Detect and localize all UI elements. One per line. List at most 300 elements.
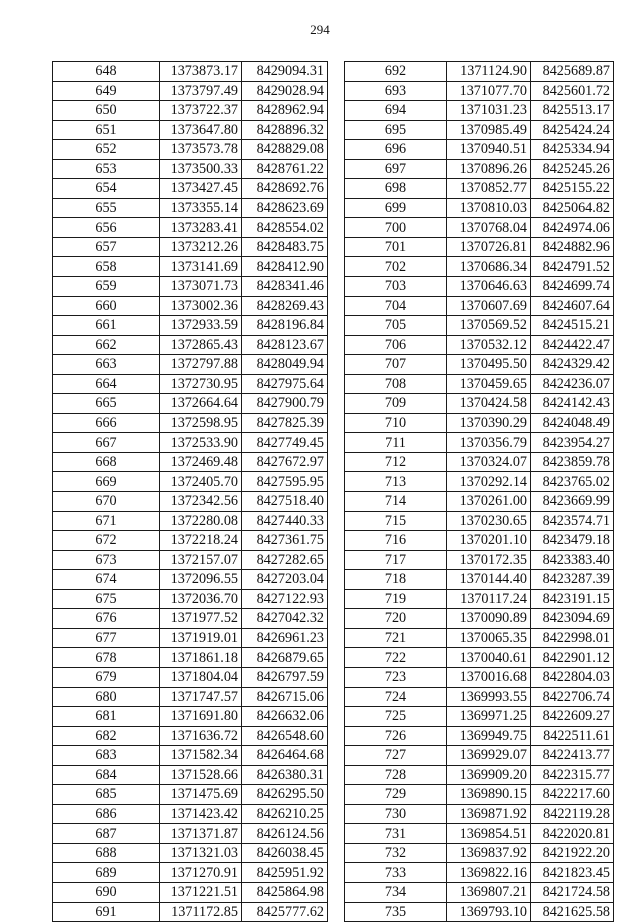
table-row bbox=[345, 589, 614, 609]
y-coordinate-cell: 8427518.40 bbox=[242, 492, 328, 512]
y-coordinate-cell: 8427975.64 bbox=[242, 374, 328, 394]
x-coordinate-cell: 1370768.04 bbox=[447, 218, 531, 238]
y-coordinate-cell: 8421724.58 bbox=[531, 882, 614, 902]
point-number-cell: 666 bbox=[53, 413, 160, 433]
x-coordinate-cell: 1370852.77 bbox=[447, 179, 531, 199]
x-coordinate-cell: 1371270.91 bbox=[160, 863, 242, 883]
point-number-cell: 701 bbox=[345, 237, 447, 257]
point-number-cell: 686 bbox=[53, 804, 160, 824]
table-row bbox=[53, 413, 328, 433]
y-coordinate-cell: 8422706.74 bbox=[531, 687, 614, 707]
x-coordinate-cell: 1369854.51 bbox=[447, 824, 531, 844]
x-coordinate-cell: 1370324.07 bbox=[447, 452, 531, 472]
y-coordinate-cell: 8428483.75 bbox=[242, 237, 328, 257]
point-number-cell: 709 bbox=[345, 394, 447, 414]
table-row bbox=[53, 237, 328, 257]
y-coordinate-cell: 8425245.26 bbox=[531, 159, 614, 179]
coordinate-table-left bbox=[52, 61, 328, 922]
x-coordinate-cell: 1369993.55 bbox=[447, 687, 531, 707]
x-coordinate-cell: 1371804.04 bbox=[160, 667, 242, 687]
point-number-cell: 656 bbox=[53, 218, 160, 238]
x-coordinate-cell: 1370172.35 bbox=[447, 550, 531, 570]
table-row bbox=[53, 335, 328, 355]
y-coordinate-cell: 8424607.64 bbox=[531, 296, 614, 316]
table-row bbox=[53, 316, 328, 336]
table-row bbox=[53, 785, 328, 805]
y-coordinate-cell: 8421922.20 bbox=[531, 843, 614, 863]
table-row bbox=[53, 277, 328, 297]
x-coordinate-cell: 1372280.08 bbox=[160, 511, 242, 531]
x-coordinate-cell: 1372865.43 bbox=[160, 335, 242, 355]
x-coordinate-cell: 1370607.69 bbox=[447, 296, 531, 316]
point-number-cell: 682 bbox=[53, 726, 160, 746]
table-row bbox=[345, 355, 614, 375]
table-row bbox=[53, 120, 328, 140]
point-number-cell: 725 bbox=[345, 707, 447, 727]
x-coordinate-cell: 1372598.95 bbox=[160, 413, 242, 433]
x-coordinate-cell: 1372664.64 bbox=[160, 394, 242, 414]
x-coordinate-cell: 1373141.69 bbox=[160, 257, 242, 277]
x-coordinate-cell: 1370495.50 bbox=[447, 355, 531, 375]
y-coordinate-cell: 8424974.06 bbox=[531, 218, 614, 238]
y-coordinate-cell: 8426124.56 bbox=[242, 824, 328, 844]
table-row bbox=[53, 746, 328, 766]
x-coordinate-cell: 1369949.75 bbox=[447, 726, 531, 746]
x-coordinate-cell: 1373797.49 bbox=[160, 81, 242, 101]
x-coordinate-cell: 1370686.34 bbox=[447, 257, 531, 277]
y-coordinate-cell: 8423574.71 bbox=[531, 511, 614, 531]
x-coordinate-cell: 1369971.25 bbox=[447, 707, 531, 727]
y-coordinate-cell: 8425951.92 bbox=[242, 863, 328, 883]
point-number-cell: 718 bbox=[345, 570, 447, 590]
table-row bbox=[345, 687, 614, 707]
y-coordinate-cell: 8426715.06 bbox=[242, 687, 328, 707]
y-coordinate-cell: 8423287.39 bbox=[531, 570, 614, 590]
table-row bbox=[345, 511, 614, 531]
x-coordinate-cell: 1369793.10 bbox=[447, 902, 531, 922]
point-number-cell: 734 bbox=[345, 882, 447, 902]
x-coordinate-cell: 1370810.03 bbox=[447, 198, 531, 218]
point-number-cell: 689 bbox=[53, 863, 160, 883]
x-coordinate-cell: 1370726.81 bbox=[447, 237, 531, 257]
y-coordinate-cell: 8422511.61 bbox=[531, 726, 614, 746]
y-coordinate-cell: 8426380.31 bbox=[242, 765, 328, 785]
y-coordinate-cell: 8421823.45 bbox=[531, 863, 614, 883]
y-coordinate-cell: 8428623.69 bbox=[242, 198, 328, 218]
x-coordinate-cell: 1370646.63 bbox=[447, 277, 531, 297]
table-row bbox=[53, 179, 328, 199]
y-coordinate-cell: 8426961.23 bbox=[242, 628, 328, 648]
y-coordinate-cell: 8424791.52 bbox=[531, 257, 614, 277]
point-number-cell: 715 bbox=[345, 511, 447, 531]
point-number-cell: 733 bbox=[345, 863, 447, 883]
x-coordinate-cell: 1372797.88 bbox=[160, 355, 242, 375]
table-row bbox=[53, 628, 328, 648]
y-coordinate-cell: 8428896.32 bbox=[242, 120, 328, 140]
table-row bbox=[53, 218, 328, 238]
page-number: 294 bbox=[310, 22, 330, 37]
point-number-cell: 658 bbox=[53, 257, 160, 277]
y-coordinate-cell: 8426464.68 bbox=[242, 746, 328, 766]
y-coordinate-cell: 8428829.08 bbox=[242, 140, 328, 160]
y-coordinate-cell: 8423859.78 bbox=[531, 452, 614, 472]
point-number-cell: 672 bbox=[53, 531, 160, 551]
y-coordinate-cell: 8424048.49 bbox=[531, 413, 614, 433]
x-coordinate-cell: 1371636.72 bbox=[160, 726, 242, 746]
point-number-cell: 654 bbox=[53, 179, 160, 199]
y-coordinate-cell: 8423191.15 bbox=[531, 589, 614, 609]
y-coordinate-cell: 8427440.33 bbox=[242, 511, 328, 531]
point-number-cell: 664 bbox=[53, 374, 160, 394]
point-number-cell: 705 bbox=[345, 316, 447, 336]
x-coordinate-cell: 1370292.14 bbox=[447, 472, 531, 492]
table-row bbox=[345, 648, 614, 668]
table-row bbox=[53, 198, 328, 218]
x-coordinate-cell: 1369929.07 bbox=[447, 746, 531, 766]
point-number-cell: 726 bbox=[345, 726, 447, 746]
y-coordinate-cell: 8425424.24 bbox=[531, 120, 614, 140]
x-coordinate-cell: 1373573.78 bbox=[160, 140, 242, 160]
point-number-cell: 731 bbox=[345, 824, 447, 844]
point-number-cell: 685 bbox=[53, 785, 160, 805]
x-coordinate-cell: 1370117.24 bbox=[447, 589, 531, 609]
table-row bbox=[345, 394, 614, 414]
table-row bbox=[53, 550, 328, 570]
x-coordinate-cell: 1371031.23 bbox=[447, 101, 531, 121]
point-number-cell: 693 bbox=[345, 81, 447, 101]
table-row bbox=[345, 316, 614, 336]
point-number-cell: 690 bbox=[53, 882, 160, 902]
y-coordinate-cell: 8428123.67 bbox=[242, 335, 328, 355]
y-coordinate-cell: 8424329.42 bbox=[531, 355, 614, 375]
x-coordinate-cell: 1371172.85 bbox=[160, 902, 242, 922]
point-number-cell: 699 bbox=[345, 198, 447, 218]
table-row bbox=[345, 472, 614, 492]
x-coordinate-cell: 1372342.56 bbox=[160, 492, 242, 512]
table-row bbox=[345, 257, 614, 277]
x-coordinate-cell: 1372157.07 bbox=[160, 550, 242, 570]
table-row bbox=[53, 159, 328, 179]
point-number-cell: 688 bbox=[53, 843, 160, 863]
y-coordinate-cell: 8428269.43 bbox=[242, 296, 328, 316]
point-number-cell: 712 bbox=[345, 452, 447, 472]
table-row bbox=[345, 492, 614, 512]
x-coordinate-cell: 1369871.92 bbox=[447, 804, 531, 824]
point-number-cell: 707 bbox=[345, 355, 447, 375]
x-coordinate-cell: 1369807.21 bbox=[447, 882, 531, 902]
point-number-cell: 661 bbox=[53, 316, 160, 336]
y-coordinate-cell: 8425513.17 bbox=[531, 101, 614, 121]
x-coordinate-cell: 1370065.35 bbox=[447, 628, 531, 648]
x-coordinate-cell: 1371919.01 bbox=[160, 628, 242, 648]
x-coordinate-cell: 1373427.45 bbox=[160, 179, 242, 199]
table-row bbox=[53, 492, 328, 512]
table-row bbox=[53, 589, 328, 609]
y-coordinate-cell: 8428962.94 bbox=[242, 101, 328, 121]
table-row bbox=[53, 374, 328, 394]
y-coordinate-cell: 8424515.21 bbox=[531, 316, 614, 336]
point-number-cell: 662 bbox=[53, 335, 160, 355]
point-number-cell: 706 bbox=[345, 335, 447, 355]
point-number-cell: 655 bbox=[53, 198, 160, 218]
x-coordinate-cell: 1370940.51 bbox=[447, 140, 531, 160]
table-row bbox=[53, 609, 328, 629]
y-coordinate-cell: 8427749.45 bbox=[242, 433, 328, 453]
y-coordinate-cell: 8428341.46 bbox=[242, 277, 328, 297]
point-number-cell: 648 bbox=[53, 62, 160, 82]
point-number-cell: 713 bbox=[345, 472, 447, 492]
y-coordinate-cell: 8423383.40 bbox=[531, 550, 614, 570]
point-number-cell: 678 bbox=[53, 648, 160, 668]
point-number-cell: 696 bbox=[345, 140, 447, 160]
point-number-cell: 721 bbox=[345, 628, 447, 648]
y-coordinate-cell: 8422998.01 bbox=[531, 628, 614, 648]
y-coordinate-cell: 8425601.72 bbox=[531, 81, 614, 101]
x-coordinate-cell: 1373500.33 bbox=[160, 159, 242, 179]
y-coordinate-cell: 8428692.76 bbox=[242, 179, 328, 199]
table-row bbox=[53, 531, 328, 551]
y-coordinate-cell: 8427203.04 bbox=[242, 570, 328, 590]
table-row bbox=[53, 140, 328, 160]
point-number-cell: 665 bbox=[53, 394, 160, 414]
table-row bbox=[345, 746, 614, 766]
table-row bbox=[345, 374, 614, 394]
x-coordinate-cell: 1372730.95 bbox=[160, 374, 242, 394]
point-number-cell: 735 bbox=[345, 902, 447, 922]
y-coordinate-cell: 8422217.60 bbox=[531, 785, 614, 805]
x-coordinate-cell: 1373722.37 bbox=[160, 101, 242, 121]
point-number-cell: 671 bbox=[53, 511, 160, 531]
point-number-cell: 694 bbox=[345, 101, 447, 121]
point-number-cell: 702 bbox=[345, 257, 447, 277]
table-row bbox=[345, 707, 614, 727]
x-coordinate-cell: 1370090.89 bbox=[447, 609, 531, 629]
point-number-cell: 697 bbox=[345, 159, 447, 179]
x-coordinate-cell: 1371861.18 bbox=[160, 648, 242, 668]
point-number-cell: 660 bbox=[53, 296, 160, 316]
point-number-cell: 724 bbox=[345, 687, 447, 707]
table-row bbox=[53, 101, 328, 121]
y-coordinate-cell: 8424236.07 bbox=[531, 374, 614, 394]
point-number-cell: 692 bbox=[345, 62, 447, 82]
point-number-cell: 680 bbox=[53, 687, 160, 707]
x-coordinate-cell: 1373212.26 bbox=[160, 237, 242, 257]
y-coordinate-cell: 8423479.18 bbox=[531, 531, 614, 551]
table-row bbox=[345, 804, 614, 824]
x-coordinate-cell: 1371221.51 bbox=[160, 882, 242, 902]
point-number-cell: 708 bbox=[345, 374, 447, 394]
table-row bbox=[53, 804, 328, 824]
y-coordinate-cell: 8427282.65 bbox=[242, 550, 328, 570]
point-number-cell: 711 bbox=[345, 433, 447, 453]
point-number-cell: 703 bbox=[345, 277, 447, 297]
x-coordinate-cell: 1372469.48 bbox=[160, 452, 242, 472]
y-coordinate-cell: 8422315.77 bbox=[531, 765, 614, 785]
point-number-cell: 720 bbox=[345, 609, 447, 629]
y-coordinate-cell: 8428049.94 bbox=[242, 355, 328, 375]
point-number-cell: 727 bbox=[345, 746, 447, 766]
x-coordinate-cell: 1371124.90 bbox=[447, 62, 531, 82]
x-coordinate-cell: 1370459.65 bbox=[447, 374, 531, 394]
x-coordinate-cell: 1373002.36 bbox=[160, 296, 242, 316]
x-coordinate-cell: 1370356.79 bbox=[447, 433, 531, 453]
y-coordinate-cell: 8429028.94 bbox=[242, 81, 328, 101]
y-coordinate-cell: 8422413.77 bbox=[531, 746, 614, 766]
x-coordinate-cell: 1370016.68 bbox=[447, 667, 531, 687]
y-coordinate-cell: 8425064.82 bbox=[531, 198, 614, 218]
table-row bbox=[345, 218, 614, 238]
point-number-cell: 684 bbox=[53, 765, 160, 785]
table-row bbox=[345, 433, 614, 453]
point-number-cell: 687 bbox=[53, 824, 160, 844]
point-number-cell: 673 bbox=[53, 550, 160, 570]
table-row bbox=[345, 667, 614, 687]
y-coordinate-cell: 8423669.99 bbox=[531, 492, 614, 512]
table-row bbox=[53, 667, 328, 687]
table-row bbox=[345, 882, 614, 902]
point-number-cell: 691 bbox=[53, 902, 160, 922]
x-coordinate-cell: 1370230.65 bbox=[447, 511, 531, 531]
table-row bbox=[53, 433, 328, 453]
x-coordinate-cell: 1371321.03 bbox=[160, 843, 242, 863]
point-number-cell: 729 bbox=[345, 785, 447, 805]
table-row bbox=[345, 140, 614, 160]
point-number-cell: 717 bbox=[345, 550, 447, 570]
table-row bbox=[345, 843, 614, 863]
y-coordinate-cell: 8427900.79 bbox=[242, 394, 328, 414]
point-number-cell: 652 bbox=[53, 140, 160, 160]
y-coordinate-cell: 8424699.74 bbox=[531, 277, 614, 297]
x-coordinate-cell: 1370201.10 bbox=[447, 531, 531, 551]
table-row bbox=[345, 726, 614, 746]
y-coordinate-cell: 8425689.87 bbox=[531, 62, 614, 82]
table-row bbox=[345, 550, 614, 570]
point-number-cell: 649 bbox=[53, 81, 160, 101]
table-row bbox=[53, 687, 328, 707]
table-row bbox=[345, 902, 614, 922]
x-coordinate-cell: 1373071.73 bbox=[160, 277, 242, 297]
point-number-cell: 716 bbox=[345, 531, 447, 551]
point-number-cell: 663 bbox=[53, 355, 160, 375]
y-coordinate-cell: 8422804.03 bbox=[531, 667, 614, 687]
table-row bbox=[53, 62, 328, 82]
point-number-cell: 728 bbox=[345, 765, 447, 785]
y-coordinate-cell: 8429094.31 bbox=[242, 62, 328, 82]
table-row bbox=[345, 198, 614, 218]
point-number-cell: 650 bbox=[53, 101, 160, 121]
x-coordinate-cell: 1371582.34 bbox=[160, 746, 242, 766]
x-coordinate-cell: 1370390.29 bbox=[447, 413, 531, 433]
table-row bbox=[345, 120, 614, 140]
point-number-cell: 651 bbox=[53, 120, 160, 140]
x-coordinate-cell: 1372933.59 bbox=[160, 316, 242, 336]
point-number-cell: 675 bbox=[53, 589, 160, 609]
point-number-cell: 657 bbox=[53, 237, 160, 257]
x-coordinate-cell: 1373283.41 bbox=[160, 218, 242, 238]
point-number-cell: 732 bbox=[345, 843, 447, 863]
x-coordinate-cell: 1369837.92 bbox=[447, 843, 531, 863]
table-row bbox=[53, 452, 328, 472]
y-coordinate-cell: 8422901.12 bbox=[531, 648, 614, 668]
point-number-cell: 653 bbox=[53, 159, 160, 179]
x-coordinate-cell: 1370424.58 bbox=[447, 394, 531, 414]
x-coordinate-cell: 1372405.70 bbox=[160, 472, 242, 492]
table-row bbox=[53, 863, 328, 883]
y-coordinate-cell: 8423954.27 bbox=[531, 433, 614, 453]
y-coordinate-cell: 8425777.62 bbox=[242, 902, 328, 922]
point-number-cell: 695 bbox=[345, 120, 447, 140]
y-coordinate-cell: 8426295.50 bbox=[242, 785, 328, 805]
y-coordinate-cell: 8427595.95 bbox=[242, 472, 328, 492]
table-row bbox=[53, 648, 328, 668]
y-coordinate-cell: 8427825.39 bbox=[242, 413, 328, 433]
table-row bbox=[53, 824, 328, 844]
point-number-cell: 700 bbox=[345, 218, 447, 238]
point-number-cell: 722 bbox=[345, 648, 447, 668]
table-row bbox=[53, 296, 328, 316]
point-number-cell: 669 bbox=[53, 472, 160, 492]
x-coordinate-cell: 1371475.69 bbox=[160, 785, 242, 805]
x-coordinate-cell: 1371528.66 bbox=[160, 765, 242, 785]
table-row bbox=[345, 296, 614, 316]
y-coordinate-cell: 8427361.75 bbox=[242, 531, 328, 551]
x-coordinate-cell: 1369890.15 bbox=[447, 785, 531, 805]
x-coordinate-cell: 1370532.12 bbox=[447, 335, 531, 355]
table-row bbox=[53, 511, 328, 531]
table-row bbox=[345, 609, 614, 629]
table-row bbox=[345, 277, 614, 297]
table-row bbox=[345, 413, 614, 433]
table-row bbox=[345, 531, 614, 551]
table-row bbox=[345, 824, 614, 844]
y-coordinate-cell: 8422020.81 bbox=[531, 824, 614, 844]
point-number-cell: 670 bbox=[53, 492, 160, 512]
x-coordinate-cell: 1370040.61 bbox=[447, 648, 531, 668]
table-row bbox=[345, 785, 614, 805]
y-coordinate-cell: 8424142.43 bbox=[531, 394, 614, 414]
y-coordinate-cell: 8427672.97 bbox=[242, 452, 328, 472]
y-coordinate-cell: 8428761.22 bbox=[242, 159, 328, 179]
y-coordinate-cell: 8427042.32 bbox=[242, 609, 328, 629]
table-row bbox=[53, 81, 328, 101]
point-number-cell: 679 bbox=[53, 667, 160, 687]
x-coordinate-cell: 1371691.80 bbox=[160, 707, 242, 727]
y-coordinate-cell: 8426797.59 bbox=[242, 667, 328, 687]
table-row bbox=[345, 570, 614, 590]
y-coordinate-cell: 8425864.98 bbox=[242, 882, 328, 902]
table-row bbox=[53, 882, 328, 902]
x-coordinate-cell: 1370261.00 bbox=[447, 492, 531, 512]
table-row bbox=[53, 902, 328, 922]
point-number-cell: 667 bbox=[53, 433, 160, 453]
y-coordinate-cell: 8428554.02 bbox=[242, 218, 328, 238]
point-number-cell: 704 bbox=[345, 296, 447, 316]
x-coordinate-cell: 1371423.42 bbox=[160, 804, 242, 824]
point-number-cell: 710 bbox=[345, 413, 447, 433]
y-coordinate-cell: 8426038.45 bbox=[242, 843, 328, 863]
x-coordinate-cell: 1373355.14 bbox=[160, 198, 242, 218]
point-number-cell: 723 bbox=[345, 667, 447, 687]
table-row bbox=[53, 257, 328, 277]
point-number-cell: 681 bbox=[53, 707, 160, 727]
y-coordinate-cell: 8427122.93 bbox=[242, 589, 328, 609]
x-coordinate-cell: 1373647.80 bbox=[160, 120, 242, 140]
x-coordinate-cell: 1371747.57 bbox=[160, 687, 242, 707]
y-coordinate-cell: 8426210.25 bbox=[242, 804, 328, 824]
y-coordinate-cell: 8423094.69 bbox=[531, 609, 614, 629]
table-row bbox=[345, 159, 614, 179]
y-coordinate-cell: 8425334.94 bbox=[531, 140, 614, 160]
